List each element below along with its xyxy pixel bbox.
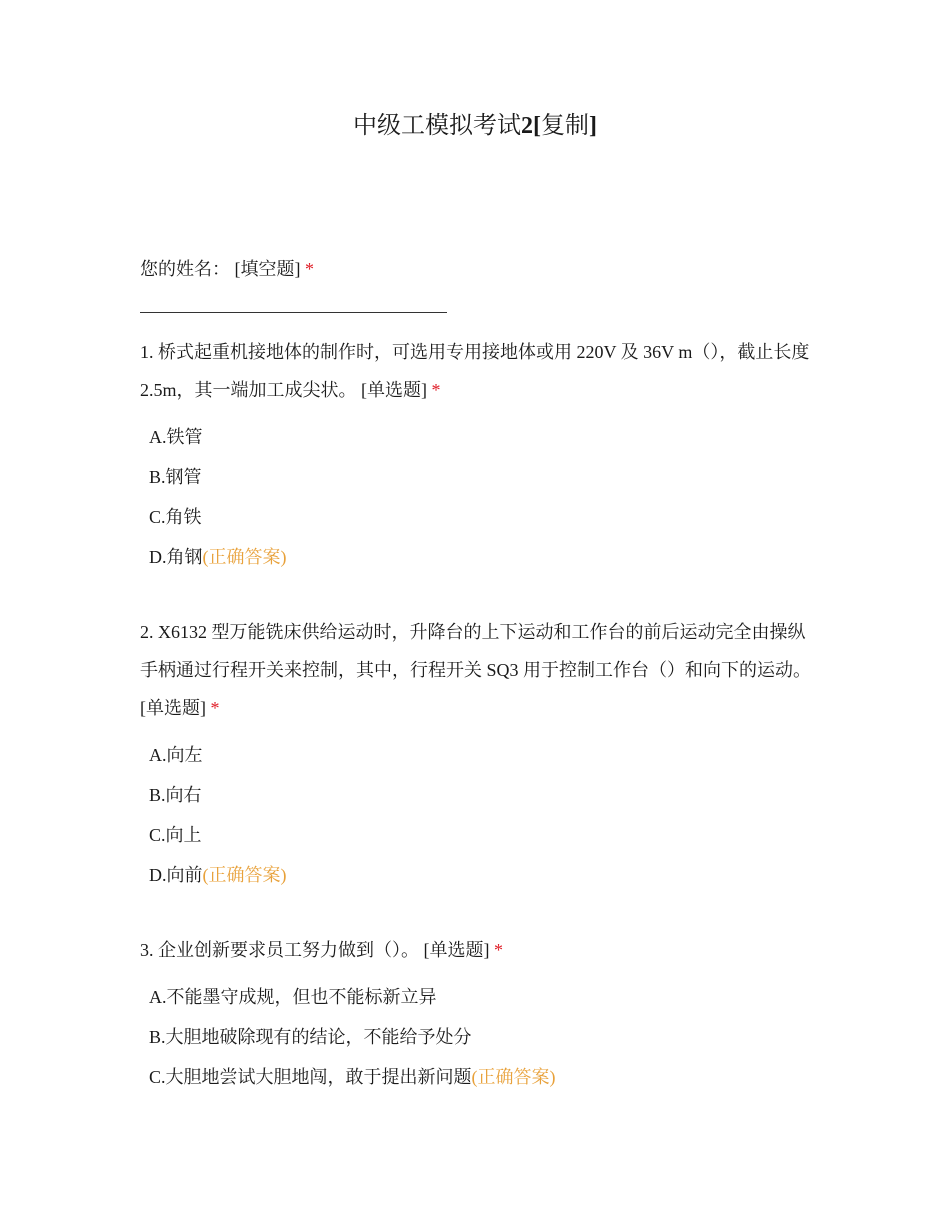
option-label: A.向左 [149, 745, 203, 765]
title-suffix: 复制 [541, 113, 589, 139]
option-item[interactable] [149, 977, 820, 1017]
option-item[interactable] [149, 457, 820, 497]
required-mark: * [494, 940, 503, 960]
question-stem [140, 333, 820, 409]
title-prefix: 中级工模拟考试 [353, 113, 521, 139]
question-type: [填空题] [234, 259, 301, 279]
option-item[interactable] [149, 815, 820, 855]
name-label: 您的姓名： [140, 259, 230, 279]
name-question-label [140, 250, 820, 288]
option-item[interactable] [149, 735, 820, 775]
name-input-line[interactable] [140, 312, 447, 313]
option-item[interactable] [149, 537, 820, 577]
question-text: 3. 企业创新要求员工努力做到（）。 [140, 940, 419, 960]
question-item [140, 613, 820, 895]
option-list [140, 417, 820, 577]
option-label: C.角铁 [149, 507, 202, 527]
option-list [140, 977, 820, 1097]
required-mark: * [305, 259, 314, 279]
option-item[interactable] [149, 497, 820, 537]
title-number: 2 [521, 113, 533, 139]
option-label: B.向右 [149, 785, 202, 805]
option-item[interactable] [149, 775, 820, 815]
option-label: B.大胆地破除现有的结论，不能给予处分 [149, 1027, 472, 1047]
correct-answer-tag: (正确答案) [202, 547, 287, 567]
question-text: 2. X6132 型万能铣床供给运动时，升降台的上下运动和工作台的前后运动完全由操纵手柄通过行程开关来控制，其中，行程开关 SQ3 用于控制工作台（）和向下的运动。 [140, 622, 812, 680]
question-type: [单选题] [140, 698, 206, 718]
option-list [140, 735, 820, 895]
question-item [140, 333, 820, 577]
option-item[interactable] [149, 1057, 820, 1097]
option-item[interactable] [149, 1017, 820, 1057]
question-stem [140, 931, 820, 969]
question-item [140, 931, 820, 1097]
title-bracket-close: ] [589, 113, 597, 139]
question-type: [单选题] [361, 380, 427, 400]
question-list [140, 333, 820, 1097]
option-label: A.铁管 [149, 427, 203, 447]
option-label: A.不能墨守成规，但也不能标新立异 [149, 987, 437, 1007]
option-label: B.钢管 [149, 467, 202, 487]
option-label: C.大胆地尝试大胆地闯，敢于提出新问题 [149, 1067, 472, 1087]
required-mark: * [431, 380, 441, 400]
required-mark: * [210, 698, 220, 718]
correct-answer-tag: (正确答案) [202, 865, 287, 885]
question-text: 1. 桥式起重机接地体的制作时，可选用专用接地体或用 220V 及 36V m（），截止长度 2.5m，其一端加工成尖状。 [140, 342, 810, 400]
option-item[interactable] [149, 855, 820, 895]
option-item[interactable] [149, 417, 820, 457]
option-label: C.向上 [149, 825, 202, 845]
question-type: [单选题] [423, 940, 490, 960]
name-question [140, 250, 820, 313]
title-bracket-open: [ [533, 113, 541, 139]
option-label: D.向前 [149, 865, 203, 885]
question-stem [140, 613, 820, 727]
exam-content [140, 250, 820, 1133]
page-title [0, 110, 950, 142]
option-label: D.角钢 [149, 547, 203, 567]
correct-answer-tag: (正确答案) [471, 1067, 556, 1087]
